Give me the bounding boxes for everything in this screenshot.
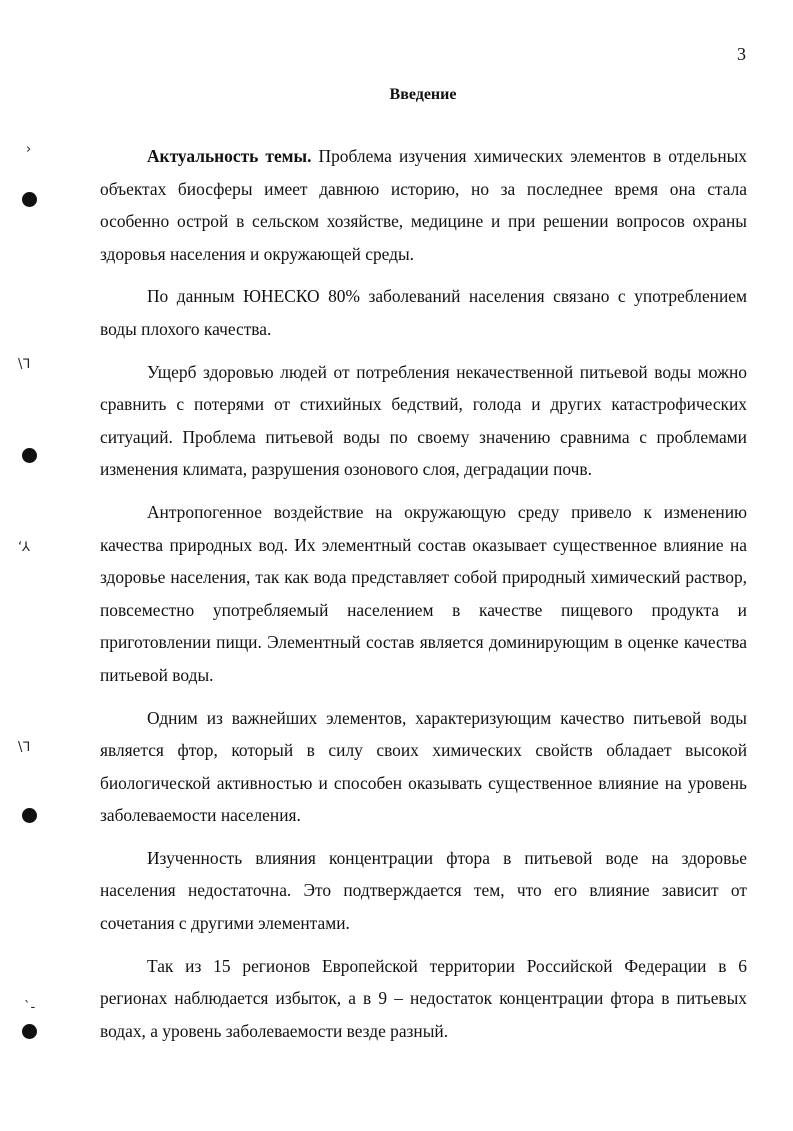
margin-mark: ʻ⅄	[18, 540, 31, 555]
paragraph-anthropogenic: Антропогенное воздействие на окружающую среду привело к изменению качества природных вод. Их элементный состав оказывает существенное влияние на здоровье населения, так как вода представляет собой природный химический раствор, повсеместно употребляемый населением в качестве пищевого продукта и приготовлении пищи. Элементный состав является доминирующим в оценке качества питьевой воды.	[100, 501, 747, 685]
paragraph-regions: Так из 15 регионов Европейской территории Российской Федерации в 6 регионах наблюдается избыток, а в 9 – недостаток концентрации фтора в питьевых водах, а уровень заболеваемости везде разный.	[100, 955, 747, 1041]
punch-hole	[22, 192, 37, 207]
document-body	[100, 140, 747, 1047]
punch-hole	[22, 808, 37, 823]
paragraph-lead: Актуальность темы.	[147, 146, 312, 166]
punch-hole	[22, 1024, 37, 1039]
margin-mark: \ᒣ	[18, 357, 31, 372]
paragraph-study: Изученность влияния концентрации фтора в питьевой воде на здоровье населения недостаточна. Это подтверждается тем, что его влияние зависит от сочетания с другими элементами.	[100, 847, 747, 934]
paragraph-unesco: По данным ЮНЕСКО 80% заболеваний населения связано с употреблением воды плохого качества.	[100, 286, 747, 339]
punch-hole	[22, 448, 37, 463]
margin-mark: ˋ-	[24, 1000, 36, 1015]
paragraph-fluorine: Одним из важнейших элементов, характеризующим качество питьевой воды является фтор, который в силу своих химических свойств обладает высокой биологической активностью и способен оказывать существенное влияние на уровень заболеваемости населения.	[100, 707, 747, 826]
margin-mark: ›	[26, 142, 32, 157]
page-number: 3	[737, 44, 746, 64]
paragraph-relevance	[100, 140, 747, 270]
margin-mark: \ᒣ	[18, 740, 31, 755]
paragraph-damage: Ущерб здоровью людей от потребления некачественной питьевой воды можно сравнить с потерями от стихийных бедствий, голода и других катастрофических ситуаций. Проблема питьевой воды по своему значению сравнима с проблемами изменения климата, разрушения озонового слоя, деградации почв.	[100, 361, 747, 480]
page-title: Введение	[389, 86, 457, 103]
paragraph-text: Проблема изучения химических элементов в отдельных объектах биосферы имеет давнюю историю, но за последнее время она стала особенно острой в сельском хозяйстве, медицине и при решении вопросов охраны здоровья населения и окружающей среды.	[100, 146, 748, 264]
